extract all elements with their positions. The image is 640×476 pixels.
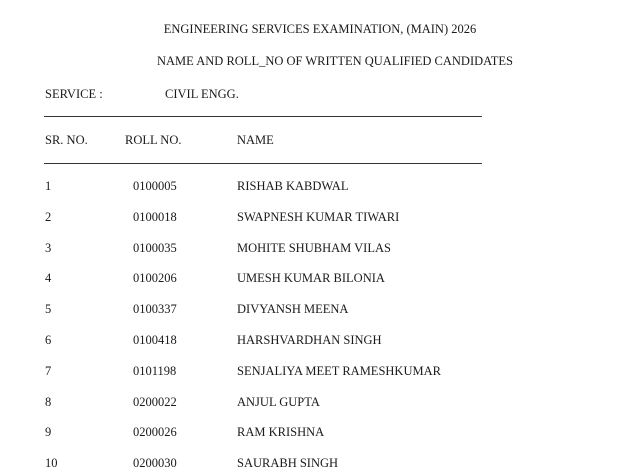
sr-no-cell: 4 bbox=[45, 271, 52, 286]
table-row bbox=[0, 241, 640, 261]
roll-no-cell: 0100206 bbox=[133, 271, 177, 286]
name-cell: RAM KRISHNA bbox=[237, 425, 325, 440]
column-header-name: NAME bbox=[237, 133, 274, 147]
name-cell: ANJUL GUPTA bbox=[237, 394, 320, 409]
sr-no-cell: 6 bbox=[45, 333, 52, 347]
roll-no-cell: 0100035 bbox=[133, 240, 177, 255]
name-cell: UMESH KUMAR BILONIA bbox=[237, 271, 385, 286]
service-value: CIVIL ENGG. bbox=[165, 87, 239, 101]
table-row bbox=[0, 425, 640, 445]
roll-no-cell: 0200030 bbox=[133, 456, 177, 471]
table-row bbox=[0, 302, 640, 322]
table-row bbox=[0, 179, 640, 199]
table-header-row bbox=[0, 133, 640, 153]
name-cell: DIVYANSH MEENA bbox=[237, 302, 349, 317]
table-row bbox=[0, 364, 640, 384]
roll-no-cell: 0100005 bbox=[133, 179, 177, 193]
name-cell: RISHAB KABDWAL bbox=[237, 179, 349, 193]
roll-no-cell: 0100337 bbox=[133, 302, 177, 317]
roll-no-cell: 0100018 bbox=[133, 209, 177, 224]
sr-no-cell: 1 bbox=[45, 179, 52, 193]
table-row bbox=[0, 395, 640, 415]
name-cell: HARSHVARDHAN SINGH bbox=[237, 333, 382, 347]
sr-no-cell: 3 bbox=[45, 240, 52, 255]
name-cell: SWAPNESH KUMAR TIWARI bbox=[237, 209, 400, 224]
header-top-rule bbox=[44, 116, 482, 117]
sr-no-cell: 5 bbox=[45, 302, 52, 317]
column-header-roll-no: ROLL NO. bbox=[125, 133, 182, 147]
name-cell: SENJALIYA MEET RAMESHKUMAR bbox=[237, 363, 441, 378]
sr-no-cell: 8 bbox=[45, 394, 52, 409]
name-cell: SAURABH SINGH bbox=[237, 456, 339, 471]
header-bottom-rule bbox=[44, 163, 482, 164]
document-title: ENGINEERING SERVICES EXAMINATION, (MAIN) 2026 bbox=[163, 22, 477, 36]
sr-no-cell: 7 bbox=[45, 363, 52, 378]
table-row bbox=[0, 333, 640, 353]
document-subtitle: NAME AND ROLL_NO OF WRITTEN QUALIFIED CANDIDATES bbox=[157, 54, 513, 68]
roll-no-cell: 0200022 bbox=[133, 394, 177, 409]
roll-no-cell: 0101198 bbox=[133, 363, 177, 378]
roll-no-cell: 0100418 bbox=[133, 333, 177, 347]
table-row bbox=[0, 271, 640, 291]
table-row bbox=[0, 210, 640, 230]
sr-no-cell: 2 bbox=[45, 209, 52, 224]
service-label: SERVICE : bbox=[45, 87, 103, 101]
column-header-sr-no: SR. NO. bbox=[45, 133, 88, 147]
roll-no-cell: 0200026 bbox=[133, 425, 177, 440]
sr-no-cell: 10 bbox=[45, 456, 58, 471]
table-row bbox=[0, 456, 640, 476]
sr-no-cell: 9 bbox=[45, 425, 52, 440]
name-cell: MOHITE SHUBHAM VILAS bbox=[237, 240, 391, 255]
